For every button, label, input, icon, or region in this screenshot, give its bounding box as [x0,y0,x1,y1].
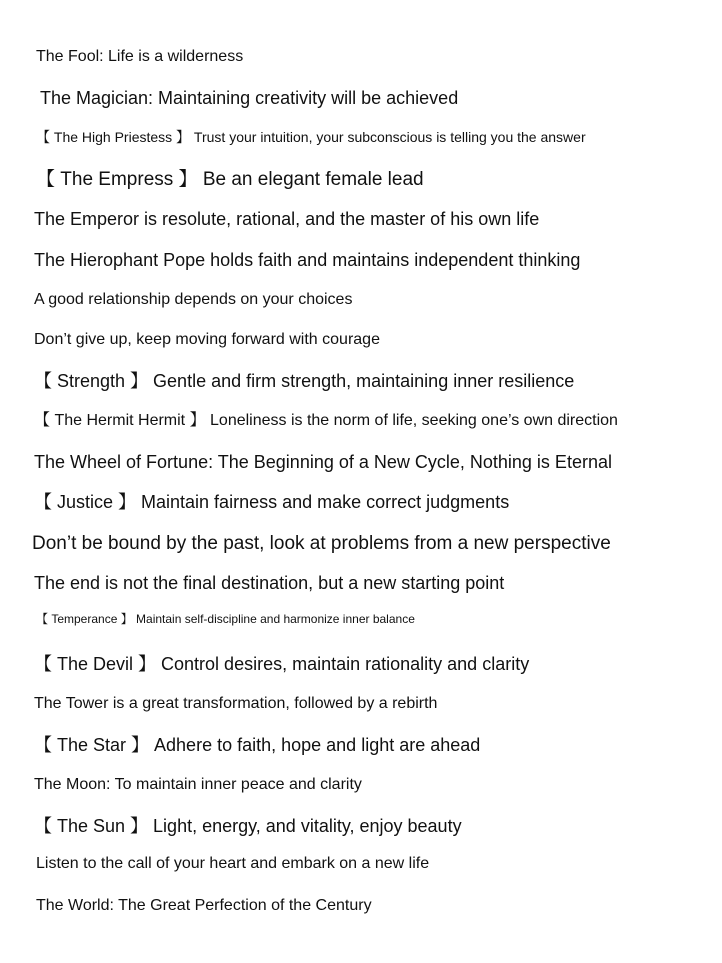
line-justice: 【 Justice 】 Maintain fairness and make correct judgments [34,492,510,512]
line-the-magician: The Magician: Maintaining creativity will be achieved [40,88,459,108]
line-strength: 【 Strength 】 Gentle and firm strength, maintaining inner resilience [34,371,575,391]
line-the-emperor: The Emperor is resolute, rational, and the master of his own life [34,209,540,229]
line-the-sun: 【 The Sun 】 Light, energy, and vitality, enjoy beauty [34,816,462,836]
line-the-high-priestess: 【 The High Priestess 】 Trust your intuition, your subconscious is telling you the answer [36,129,586,145]
line-the-chariot: Don’t give up, keep moving forward with courage [34,331,380,348]
line-the-lovers: A good relationship depends on your choices [34,291,353,308]
line-the-empress: 【 The Empress 】 Be an elegant female lead [36,169,424,190]
line-the-star: 【 The Star 】 Adhere to faith, hope and light are ahead [34,735,481,755]
line-the-devil: 【 The Devil 】 Control desires, maintain rationality and clarity [34,654,530,674]
line-the-hanged-man: Don’t be bound by the past, look at problems from a new perspective [32,533,611,554]
line-the-world: The World: The Great Perfection of the Century [36,897,372,914]
line-the-moon: The Moon: To maintain inner peace and clarity [34,776,362,793]
line-the-tower: The Tower is a great transformation, followed by a rebirth [34,695,438,712]
line-the-hierophant: The Hierophant Pope holds faith and maintains independent thinking [34,250,581,270]
line-death: The end is not the final destination, but a new starting point [34,573,505,593]
line-the-fool: The Fool: Life is a wilderness [36,48,244,65]
line-judgement: Listen to the call of your heart and embark on a new life [36,855,430,872]
line-wheel-of-fortune: The Wheel of Fortune: The Beginning of a New Cycle, Nothing is Eternal [34,452,612,472]
line-the-hermit: 【 The Hermit Hermit 】 Loneliness is the norm of life, seeking one’s own direction [34,412,618,429]
line-temperance: 【 Temperance 】 Maintain self-discipline and harmonize inner balance [36,612,415,626]
